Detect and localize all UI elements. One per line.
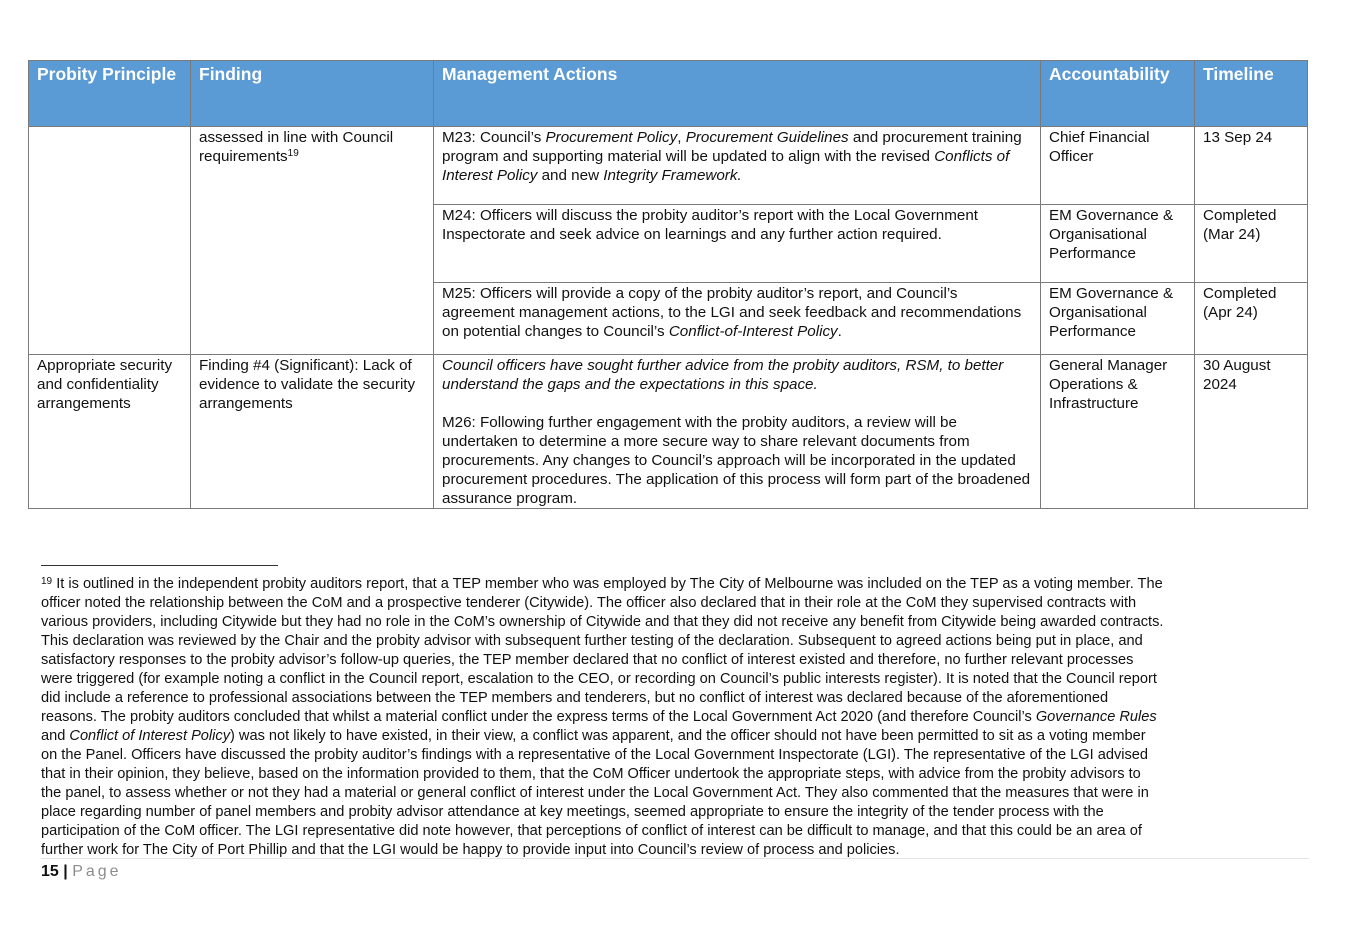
timeline-m24: Completed (Mar 24) (1195, 205, 1308, 283)
action-m24: M24: Officers will discuss the probity auditor’s report with the Local Government Inspectorate and seek advice on learnings and any further action required. (434, 205, 1041, 283)
principle-security: Appropriate security and confidentiality arrangements (29, 355, 191, 509)
timeline-m25: Completed (Apr 24) (1195, 283, 1308, 355)
footer-divider (41, 858, 1309, 859)
footnote-line: that in their opinion, they believe, based on the information provided to them, that the CoM Officer undertook the appropriate steps, with advice from the probity advisors to (41, 766, 1141, 782)
footnote-line: were triggered (for example noting a conflict in the Council report, escalation to the CEO, or recording on Council’s public interests register). It is noted that the Council report (41, 671, 1157, 687)
timeline-m23: 13 Sep 24 (1195, 127, 1308, 205)
footnote-line: place regarding number of panel members and probity advisor attendance at key meetings, seemed appropriate to ensure the integrity of the tender process with the (41, 804, 1104, 820)
page-label: Page (72, 863, 122, 880)
page-separator: | (63, 863, 68, 880)
m23-procurement-guidelines: Procurement Guidelines (685, 129, 849, 146)
footnote-line (41, 727, 1316, 746)
footnote-separator (41, 565, 278, 566)
footnote-line: satisfactory responses to the probity advisor’s follow-up queries, the TEP member declared that no conflict of interest existed and therefore, no further relevant processes (41, 652, 1134, 668)
management-actions-table (28, 60, 1308, 509)
accountability-m25: EM Governance & Organisational Performance (1041, 283, 1195, 355)
m25-text: M25: Officers will provide a copy of the probity auditor’s report, and Council’s agreement management actions, to the LGI and seek feedback and recommendations on potential changes to Council’s (442, 285, 1022, 340)
accountability-m23: Chief Financial Officer (1041, 127, 1195, 205)
m23-text: and new (537, 167, 604, 184)
table-header-row (29, 61, 1308, 127)
m23-text: , (677, 129, 686, 146)
footnote-text: reasons. The probity auditors concluded that whilst a material conflict under the express terms of the Local Government Act 2020 (and therefore Council’s (41, 709, 1036, 725)
m23-conflicts-policy: Conflicts of Interest Policy (442, 148, 1010, 184)
finding-cell (191, 127, 434, 355)
footnote-line: did include a reference to professional associations between the TEP members and tenderers, but no conflict of interest was declared because of the aforementioned (41, 690, 1109, 706)
footnote-line: on the Panel. Officers have discussed the probity auditor’s findings with a representative of the Local Government Inspectorate (LGI). The representative of the LGI advised (41, 747, 1149, 763)
m25-coi-policy: Conflict-of-Interest Policy (668, 323, 838, 340)
table-row (29, 127, 1308, 205)
accountability-m24: EM Governance & Organisational Performance (1041, 205, 1195, 283)
header-probity-principle: Probity Principle (29, 61, 191, 127)
security-note-text: Council officers have sought further advice from the probity auditors, RSM, to better understand the gaps and the expectations in this space. (442, 357, 1004, 393)
security-note (442, 356, 1032, 394)
action-m25 (434, 283, 1041, 355)
footnote-reference: 19 (287, 148, 299, 159)
footnote-text: ) was not likely to have existed, in their view, a conflict was apparent, and the officer should not have been permitted to sit as a voting member (230, 728, 1146, 744)
action-m26 (434, 355, 1041, 509)
header-accountability: Accountability (1041, 61, 1195, 127)
footnote-number: 19 (41, 576, 53, 587)
footnote-line: further work for The City of Port Phillip and that the LGI would be happy to provide input into Council’s review of process and policies. (41, 842, 900, 858)
header-timeline: Timeline (1195, 61, 1308, 127)
finding-text: assessed in line with Council requirements (199, 129, 394, 165)
footnote-line: participation of the CoM officer. The LGI representative did note however, that perceptions of conflict of interest can be difficult to manage, and that this could be an area of (41, 823, 1142, 839)
m26-text: M26: Following further engagement with the probity auditors, a review will be undertaken to determine a more secure way to share relevant documents from procurements. Any changes to Council’s approach will be incorporated in the updated procurement procedures. The application of this process will form part of the broadened assurance program. (442, 414, 1031, 507)
footnote-line: the panel, to assess whether or not they had a material or general conflict of interest under the Local Government Act. They also commented that the measures that were in (41, 785, 1149, 801)
m25-text: . (837, 323, 842, 340)
action-m23 (434, 127, 1041, 205)
m23-text: M23: Council’s (442, 129, 546, 146)
footnote-line (41, 708, 1316, 727)
footnote-line: This declaration was reviewed by the Chair and the probity advisor with subsequent further testing of the declaration. Subsequent to agreed actions being put in place, and (41, 633, 1143, 649)
footnote-line: officer noted the relationship between the CoM and a prospective tenderer (Citywide). The officer also declared that in their role at the CoM they supervised contracts with (41, 595, 1137, 611)
coi-policy-ref: Conflict of Interest Policy (69, 728, 231, 744)
page-footer (41, 862, 122, 882)
m23-text: and procurement training program and supporting material will be updated to align with the revised (442, 129, 1022, 165)
footnote-line (41, 575, 1316, 594)
footnote-19 (41, 575, 1316, 860)
header-finding: Finding (191, 61, 434, 127)
table-row (29, 355, 1308, 509)
header-management-actions: Management Actions (434, 61, 1041, 127)
finding-4: Finding #4 (Significant): Lack of evidence to validate the security arrangements (191, 355, 434, 509)
governance-rules-ref: Governance Rules (1035, 709, 1157, 725)
footnote-text: It is outlined in the independent probity auditors report, that a TEP member who was employed by The City of Melbourne was included on the TEP as a voting member. The (56, 576, 1163, 592)
m23-procurement-policy: Procurement Policy (545, 129, 678, 146)
footnote-text: and (41, 728, 70, 744)
principle-cell-empty (29, 127, 191, 355)
timeline-m26: 30 August 2024 (1195, 355, 1308, 509)
page-number: 15 (41, 863, 59, 880)
footnote-line: various providers, including Citywide but they had no role in the CoM’s ownership of Citywide and that they did not receive any benefit from Citywide being awarded contracts. (41, 614, 1164, 630)
accountability-m26: General Manager Operations & Infrastructure (1041, 355, 1195, 509)
m23-integrity-framework: Integrity Framework. (603, 167, 742, 184)
